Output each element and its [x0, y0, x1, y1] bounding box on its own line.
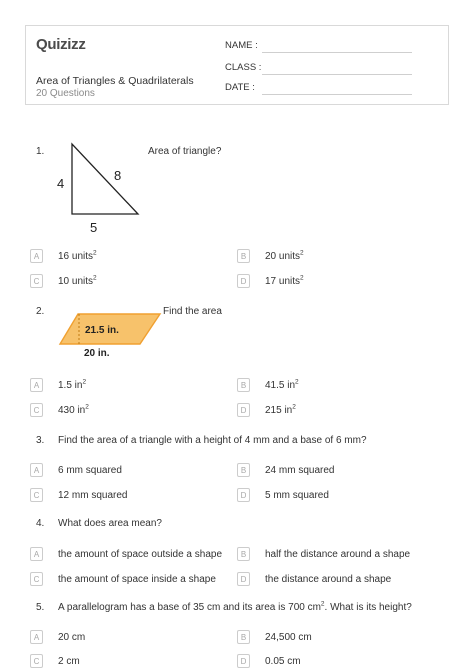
option-text: 6 mm squared — [58, 464, 122, 476]
option-text: 12 mm squared — [58, 489, 128, 501]
option-letter: D — [237, 654, 250, 668]
q4-option-c[interactable] — [30, 572, 216, 586]
option-text: the distance around a shape — [265, 573, 392, 585]
question-2-text: Find the area — [163, 306, 222, 317]
option-text: 24,500 cm — [265, 631, 312, 643]
option-letter: C — [30, 572, 43, 586]
superscript: 2 — [295, 378, 299, 386]
parallelogram-base-label: 20 in. — [84, 348, 110, 359]
option-letter: A — [30, 630, 43, 644]
parallelogram-height-label: 21.5 in. — [85, 325, 119, 336]
superscript: 2 — [82, 378, 87, 386]
name-line[interactable] — [262, 52, 412, 53]
q1-option-c[interactable] — [30, 274, 97, 288]
option-text: 20 units — [265, 250, 301, 262]
option-text: the amount of space outside a shape — [58, 548, 223, 560]
q3-option-d[interactable] — [237, 488, 329, 502]
option-letter: C — [30, 274, 43, 288]
worksheet-title: Area of Triangles & Quadrilaterals — [36, 75, 194, 87]
option-letter: B — [237, 630, 250, 644]
q2-option-d[interactable] — [237, 403, 296, 417]
question-5-text-before: A parallelogram has a base of 35 cm and its area is 700 cm — [58, 602, 321, 613]
superscript: 2 — [93, 274, 97, 282]
option-letter: B — [237, 463, 250, 477]
class-label: CLASS : — [225, 62, 262, 73]
triangle-side-label: 4 — [57, 176, 65, 191]
option-letter: B — [237, 378, 250, 392]
option-letter: C — [30, 403, 43, 417]
option-text: 24 mm squared — [265, 464, 335, 476]
option-letter: B — [237, 249, 250, 263]
question-3-text: Find the area of a triangle with a height of 4 mm and a base of 6 mm? — [58, 435, 367, 446]
option-text: 430 in — [58, 404, 86, 416]
option-letter: A — [30, 378, 43, 392]
superscript: 2 — [300, 274, 304, 282]
option-text: 2 cm — [58, 655, 80, 667]
option-letter: C — [30, 488, 43, 502]
q3-option-a[interactable] — [30, 463, 122, 477]
superscript: 2 — [85, 403, 89, 411]
option-letter: D — [237, 274, 250, 288]
q5-option-c[interactable] — [30, 654, 80, 668]
q2-option-a[interactable] — [30, 378, 86, 392]
q5-option-d[interactable] — [237, 654, 301, 668]
quizizz-logo: Quizizz — [36, 36, 86, 53]
question-5-text — [58, 602, 412, 613]
option-letter: D — [237, 488, 250, 502]
option-text: 5 mm squared — [265, 489, 329, 501]
question-count: 20 Questions — [36, 88, 95, 99]
option-letter: A — [30, 547, 43, 561]
question-4-number: 4. — [36, 518, 45, 529]
option-text: 10 units — [58, 275, 94, 287]
option-letter: D — [237, 572, 250, 586]
option-text: 20 cm — [58, 631, 86, 643]
question-4-text: What does area mean? — [58, 518, 162, 529]
option-letter: D — [237, 403, 250, 417]
question-1-text: Area of triangle? — [148, 146, 222, 157]
option-text: the amount of space inside a shape — [58, 573, 216, 585]
option-text: 215 in — [265, 404, 293, 416]
q4-option-a[interactable] — [30, 547, 222, 561]
triangle-hypotenuse-label: 8 — [114, 168, 122, 183]
q1-option-a[interactable] — [30, 249, 97, 263]
q5-option-a[interactable] — [30, 630, 85, 644]
date-label: DATE : — [225, 82, 255, 93]
option-letter: C — [30, 654, 43, 668]
q4-option-d[interactable] — [237, 572, 391, 586]
superscript: 2 — [320, 600, 325, 608]
q2-option-c[interactable] — [30, 403, 89, 417]
q5-option-b[interactable] — [237, 630, 312, 644]
superscript: 2 — [93, 249, 97, 257]
option-letter: A — [30, 249, 43, 263]
date-line[interactable] — [262, 94, 412, 95]
option-letter: B — [237, 547, 250, 561]
right-triangle-figure — [50, 140, 150, 236]
parallelogram-figure — [56, 310, 166, 362]
question-1-number: 1. — [36, 146, 45, 157]
option-text: 0.05 cm — [265, 655, 301, 667]
triangle-base-label: 5 — [90, 220, 98, 235]
option-letter: A — [30, 463, 43, 477]
q1-option-d[interactable] — [237, 274, 304, 288]
name-label: NAME : — [225, 40, 258, 51]
q4-option-b[interactable] — [237, 547, 410, 561]
option-text: 17 units — [265, 275, 301, 287]
question-2-number: 2. — [36, 306, 45, 317]
triangle-shape — [72, 144, 138, 214]
superscript: 2 — [292, 403, 296, 411]
superscript: 2 — [300, 249, 304, 257]
class-line[interactable] — [262, 74, 412, 75]
question-3-number: 3. — [36, 435, 45, 446]
q3-option-c[interactable] — [30, 488, 127, 502]
option-text: half the distance around a shape — [265, 548, 411, 560]
q3-option-b[interactable] — [237, 463, 334, 477]
q1-option-b[interactable] — [237, 249, 304, 263]
q2-option-b[interactable] — [237, 378, 299, 392]
question-5-number: 5. — [36, 602, 45, 613]
option-text: 16 units — [58, 250, 94, 262]
option-text: 1.5 in — [58, 379, 83, 391]
question-5-text-after: . What is its height? — [324, 602, 412, 613]
option-text: 41.5 in — [265, 379, 296, 391]
